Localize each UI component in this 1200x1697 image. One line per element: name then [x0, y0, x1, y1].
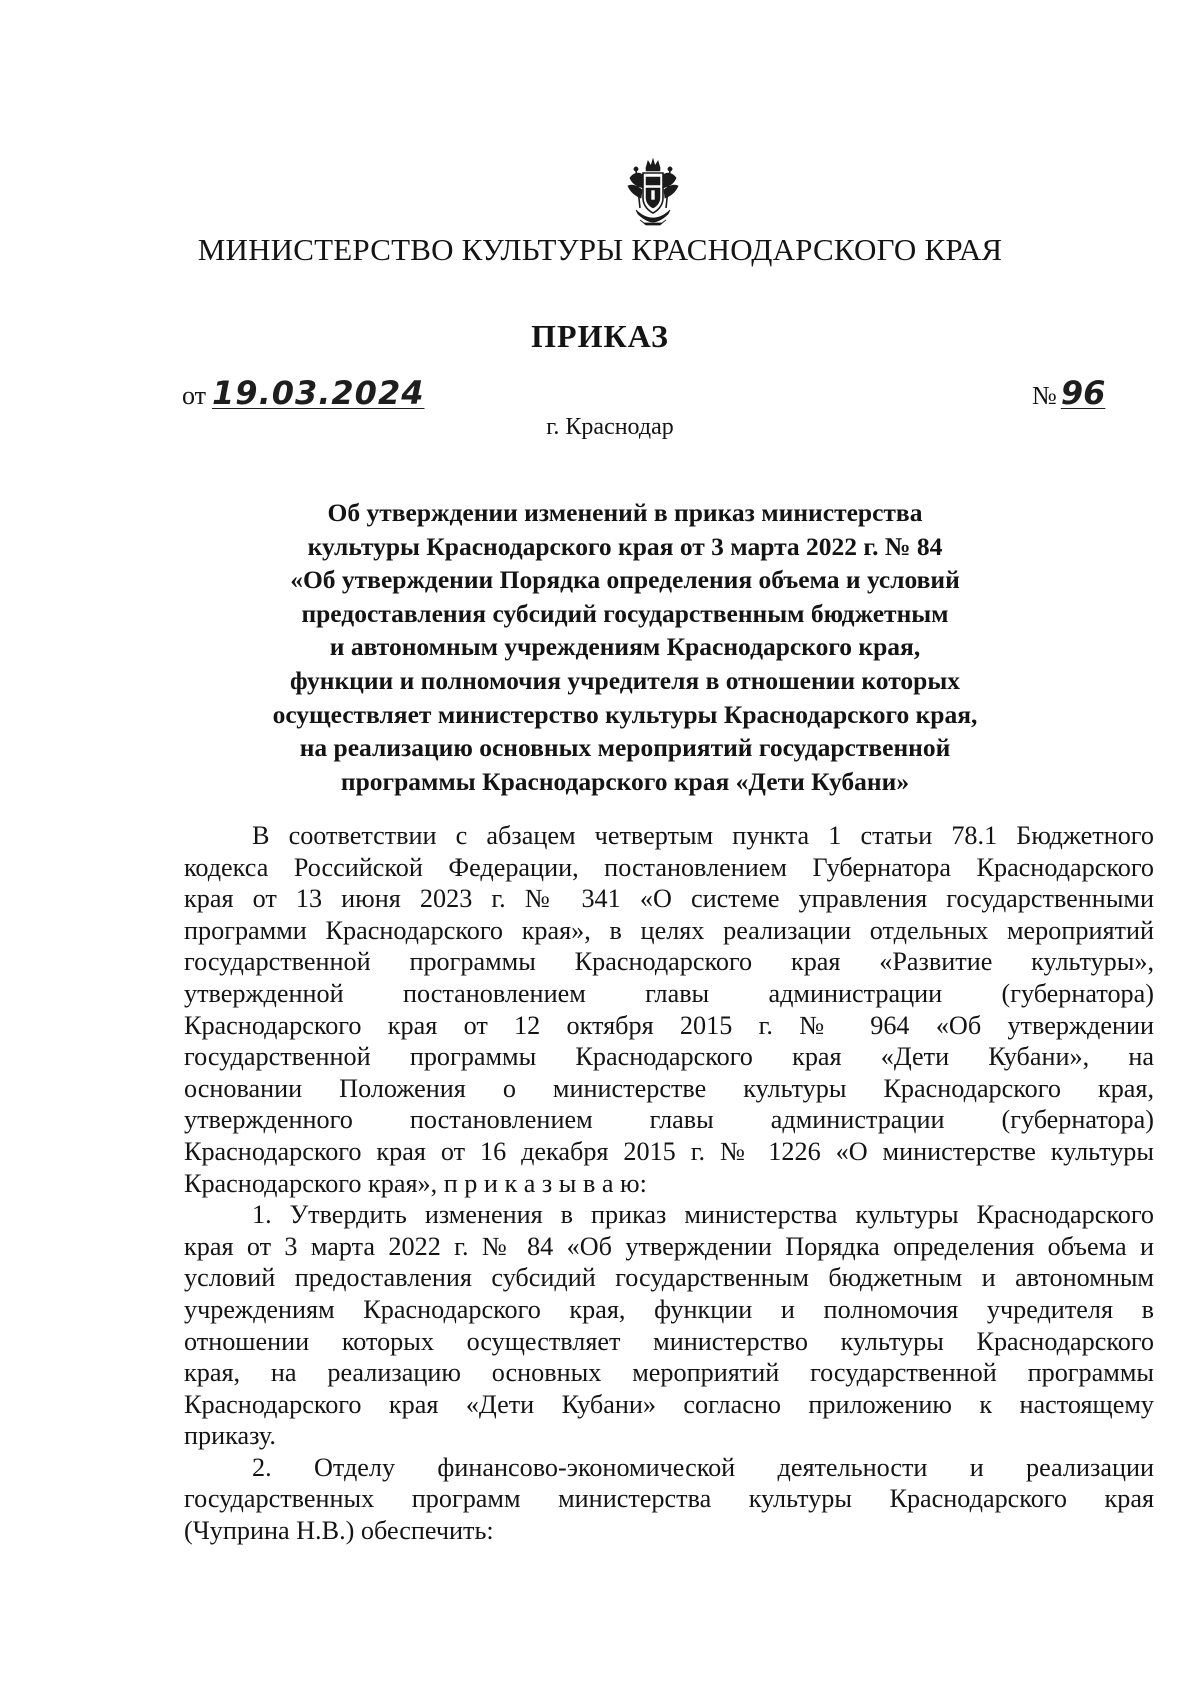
subject-line: функции и полномочия учредителя в отношении которых: [290, 665, 960, 695]
order-number: [1032, 374, 1105, 412]
order-subject: [180, 496, 1070, 798]
body-line: условий предоставления субсидий государственным бюджетным и автономным: [184, 1263, 1154, 1293]
body-line: учреждениям Краснодарского края, функции и полномочия учредителя в: [184, 1294, 1154, 1324]
subject-line: на реализацию основных мероприятий государственной: [299, 733, 951, 763]
order-body: [184, 820, 1154, 1547]
body-line: государственной программы Краснодарского края «Развитие культуры»,: [184, 947, 1154, 977]
body-line: государственных программ министерства культуры Краснодарского края: [184, 1484, 1154, 1514]
body-line: (Чуприна Н.В.) обеспечить:: [184, 1516, 494, 1546]
body-line: государственной программы Краснодарского края «Дети Кубани», на: [184, 1042, 1154, 1072]
body-line: края от 13 июня 2023 г. № 341 «О системе управления государственными: [184, 884, 1154, 914]
subject-line: культуры Краснодарского края от 3 марта 2022 г. № 84: [307, 531, 943, 561]
subject-line: программы Краснодарского края «Дети Кубани»: [340, 766, 910, 796]
handwritten-date: 19.03.2024: [212, 374, 425, 412]
body-line: края от 3 марта 2022 г. № 84 «Об утверждении Порядка определения объема и: [184, 1231, 1154, 1261]
body-line: Краснодарского края «Дети Кубани» согласно приложению к настоящему: [184, 1389, 1154, 1419]
body-line: отношении которых осуществляет министерство культуры Краснодарского: [184, 1326, 1154, 1356]
body-line: Краснодарского края от 12 октября 2015 г. № 964 «Об утверждении: [184, 1010, 1154, 1040]
body-line: приказу.: [184, 1421, 276, 1451]
body-line: края, на реализацию основных мероприятий государственной программы: [184, 1358, 1154, 1388]
subject-line: Об утверждении изменений в приказ министерства: [327, 498, 923, 527]
number-prefix: №: [1032, 381, 1057, 410]
body-line: Краснодарского края от 16 декабря 2015 г. № 1226 «О министерстве культуры: [184, 1136, 1154, 1166]
document-type-title: ПРИКАЗ: [531, 318, 669, 354]
body-line: основании Положения о министерстве культуры Краснодарского края,: [184, 1073, 1154, 1103]
ministry-title: МИНИСТЕРСТВО КУЛЬТУРЫ КРАСНОДАРСКОГО КРАЯ: [197, 232, 1003, 267]
subject-line: осуществляет министерство культуры Краснодарского края,: [272, 699, 978, 729]
body-line: утвержденной постановлением главы администрации (губернатора): [184, 978, 1154, 1008]
city-name: г. Краснодар: [546, 414, 674, 440]
body-line: В соответствии с абзацем четвертым пункта 1 статьи 78.1 Бюджетного: [252, 821, 1154, 850]
subject-line: «Об утверждении Порядка определения объема и условий: [290, 565, 960, 595]
body-line: Краснодарского края», п р и к а з ы в а ю:: [184, 1168, 647, 1198]
subject-line: и автономным учреждениям Краснодарского края,: [329, 632, 921, 662]
body-line: утвержденного постановлением главы администрации (губернатора): [184, 1105, 1154, 1135]
body-line: кодекса Российской Федерации, постановлением Губернатора Краснодарского: [184, 852, 1154, 882]
order-date: [182, 374, 424, 412]
body-line: 2. Отделу финансово-экономической деятельности и реализации: [252, 1452, 1154, 1482]
date-prefix: от: [182, 381, 207, 410]
body-line: 1. Утвердить изменения в приказ министерства культуры Краснодарского: [252, 1200, 1154, 1230]
body-line: программи Краснодарского края», в целях реализации отдельных мероприятий: [184, 915, 1154, 945]
krasnodar-coat-of-arms-icon: [626, 158, 680, 228]
handwritten-number: 96: [1060, 374, 1106, 412]
subject-line: предоставления субсидий государственным бюджетным: [301, 598, 949, 628]
